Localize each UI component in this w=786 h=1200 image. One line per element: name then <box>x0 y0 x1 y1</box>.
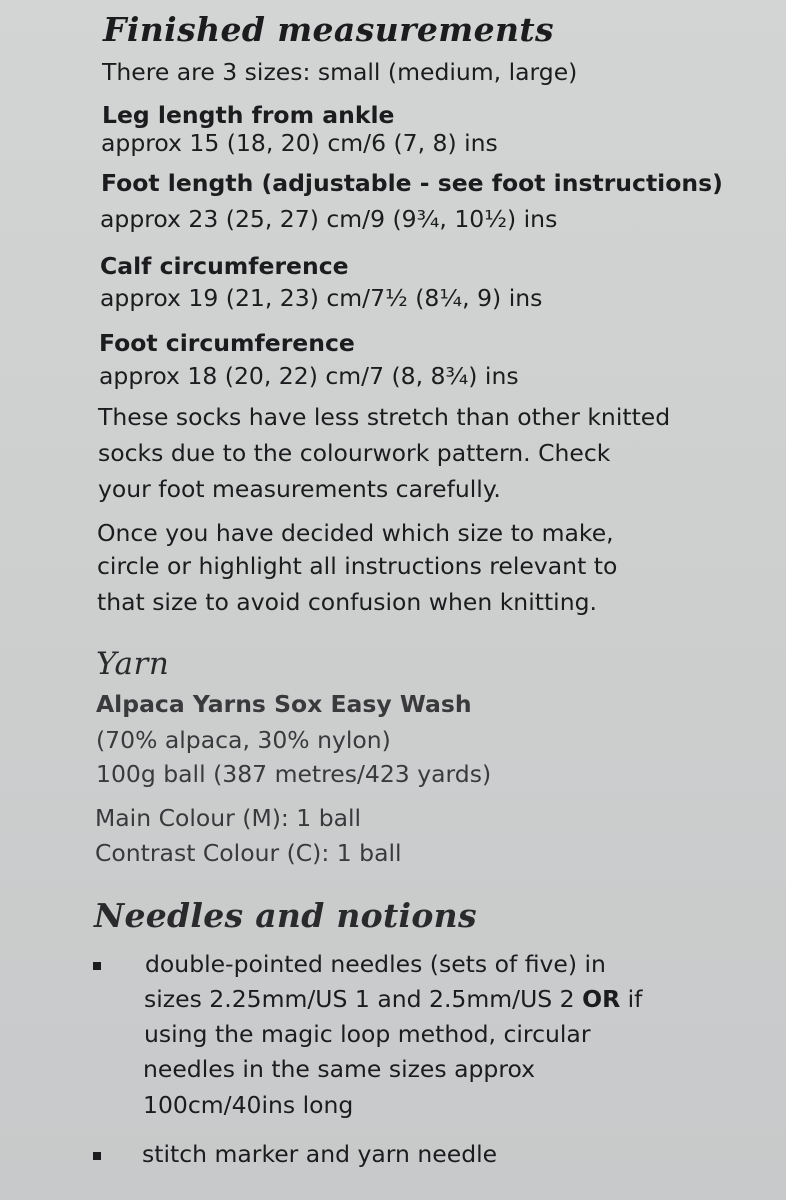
calf-circumference-label: Calf circumference <box>100 252 349 280</box>
square-bullet-icon <box>93 962 101 970</box>
yarn-name: Alpaca Yarns Sox Easy Wash <box>96 690 472 718</box>
leg-length-value: approx 15 (18, 20) cm/6 (7, 8) ins <box>101 129 498 157</box>
foot-circumference-value: approx 18 (20, 22) cm/7 (8, 8¾) ins <box>99 362 519 390</box>
foot-circumference-label: Foot circumference <box>99 329 355 357</box>
yarn-heading: Yarn <box>96 646 170 682</box>
size-advice-line: Once you have decided which size to make, <box>97 519 614 547</box>
needle-sizes-text: sizes 2.25mm/US 1 and 2.5mm/US 2 <box>144 985 575 1013</box>
stretch-note-line: socks due to the colourwork pattern. Check <box>98 439 611 467</box>
main-colour: Main Colour (M): 1 ball <box>95 804 362 832</box>
yarn-ball: 100g ball (387 metres/423 yards) <box>96 760 492 788</box>
stretch-note-line: your foot measurements carefully. <box>98 475 501 503</box>
stretch-note-line: These socks have less stretch than other knitted <box>98 403 671 431</box>
needles-item-line: 100cm/40ins long <box>143 1091 354 1119</box>
sizes-line: There are 3 sizes: small (medium, large) <box>102 58 578 86</box>
notions-item: stitch marker and yarn needle <box>142 1140 498 1168</box>
or-keyword: OR <box>582 985 621 1013</box>
if-text: if <box>620 985 643 1013</box>
leg-length-label: Leg length from ankle <box>102 101 395 129</box>
needles-item-line: needles in the same sizes approx <box>143 1055 536 1083</box>
square-bullet-icon <box>93 1152 101 1160</box>
needles-item-line: using the magic loop method, circular <box>144 1020 591 1048</box>
calf-circumference-value: approx 19 (21, 23) cm/7½ (8¼, 9) ins <box>100 284 543 312</box>
foot-length-label: Foot length (adjustable - see foot instructions) <box>101 169 723 197</box>
yarn-composition: (70% alpaca, 30% nylon) <box>96 726 391 754</box>
size-advice-line: that size to avoid confusion when knitting. <box>97 588 597 616</box>
needles-item-line <box>144 985 643 1013</box>
needles-item-line: double-pointed needles (sets of five) in <box>145 950 606 978</box>
foot-length-value: approx 23 (25, 27) cm/9 (9¾, 10½) ins <box>100 205 558 233</box>
size-advice-line: circle or highlight all instructions relevant to <box>97 552 618 580</box>
finished-measurements-heading: Finished measurements <box>103 10 554 49</box>
needles-heading: Needles and notions <box>94 896 477 935</box>
contrast-colour: Contrast Colour (C): 1 ball <box>95 839 402 867</box>
